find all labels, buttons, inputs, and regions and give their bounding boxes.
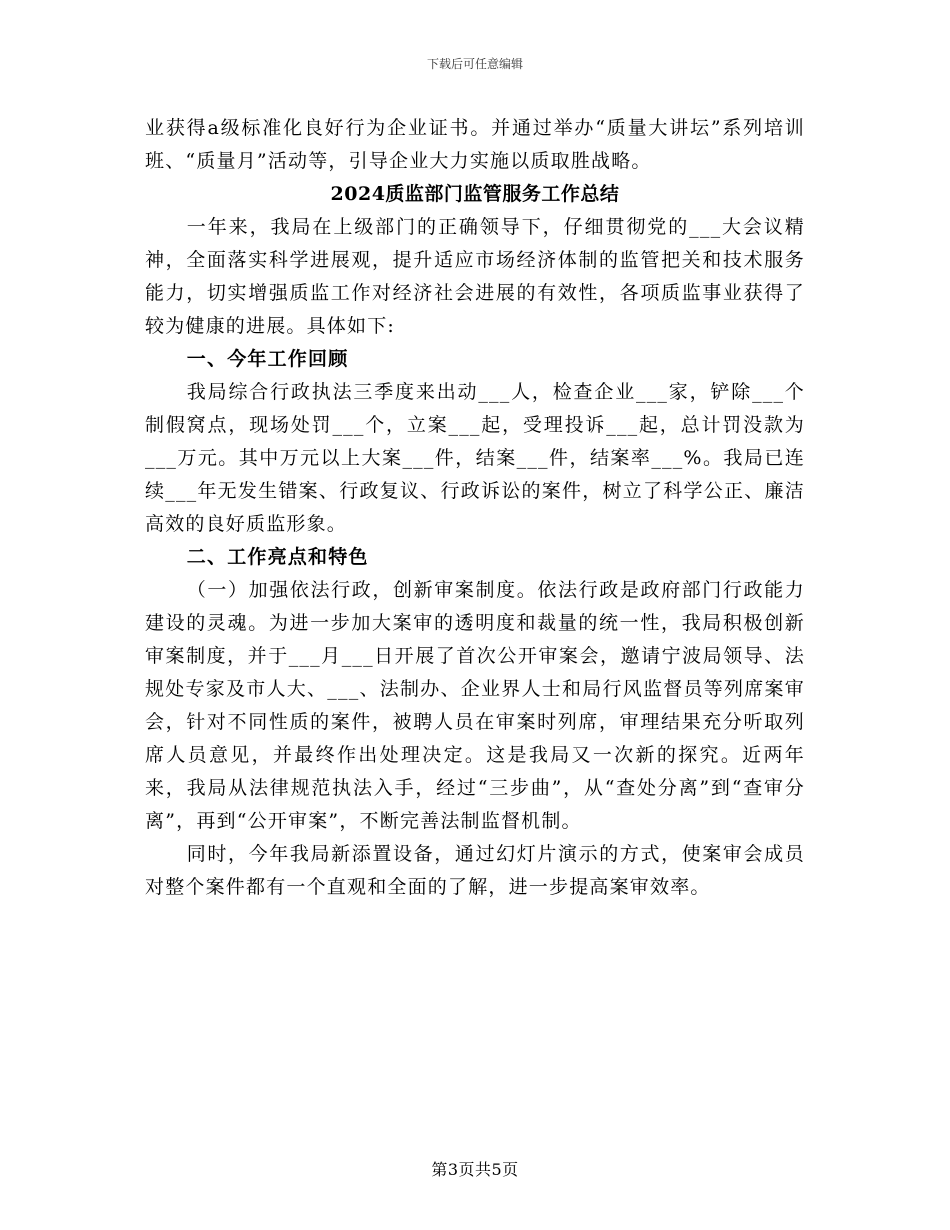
section-heading-review: 一、今年工作回顾 [186, 348, 349, 370]
paragraph-law-enforcement: （一）加强依法行政，创新审案制度。依法行政是政府部门行政能力建设的灵魂。为进一步加大案审的透明度和裁量的统一性，我局积极创新审案制度，并于___月___日开展了首次公开审案会，邀请宁波局领导、法规处专家及市人大、___、法制办、企业界人士和局行风监督员等列席案审会，针对不同性质的案件，被聘人员在审案时列席，审理结果充分听取列席人员意见，并最终作出处理决定。这是我局又一次新的探究。近两年来，我局从法律规范执法入手，经过“三步曲”，从“查处分离”到“查审分离”，再到“公开审案”，不断完善法制监督机制。 [145, 579, 805, 832]
paragraph-review: 我局综合行政执法三季度来出动___人，检查企业___家，铲除___个制假窝点，现场处罚___个，立案___起，受理投诉___起，总计罚没款为___万元。其中万元以上大案___件，结案___件，结案率___%。我局已连续___年无发生错案、行政复议、行政诉讼的案件，树立了科学公正、廉洁高效的良好质监形象。 [145, 381, 805, 535]
page-header: 下载后可任意编辑 [426, 57, 523, 71]
section-heading-highlights: 二、工作亮点和特色 [186, 546, 369, 568]
intro-paragraph: 业获得a级标准化良好行为企业证书。并通过举办“质量大讲坛”系列培训班、“质量月”活动等，引导企业大力实施以质取胜战略。 [145, 117, 805, 172]
document-body [145, 112, 805, 904]
paragraph-overview: 一年来，我局在上级部门的正确领导下，仔细贯彻党的___大会议精神，全面落实科学进展观，提升适应市场经济体制的监管把关和技术服务能力，切实增强质监工作对经济社会进展的有效性，各项质监事业获得了较为健康的进展。具体如下: [145, 216, 805, 337]
paragraph-equipment: 同时，今年我局新添置设备，通过幻灯片演示的方式，使案审会成员对整个案件都有一个直观和全面的了解，进一步提高案审效率。 [145, 843, 805, 898]
page-number: 第3页共5页 [431, 1160, 519, 1179]
document-title: 2024质监部门监管服务工作总结 [330, 183, 620, 205]
